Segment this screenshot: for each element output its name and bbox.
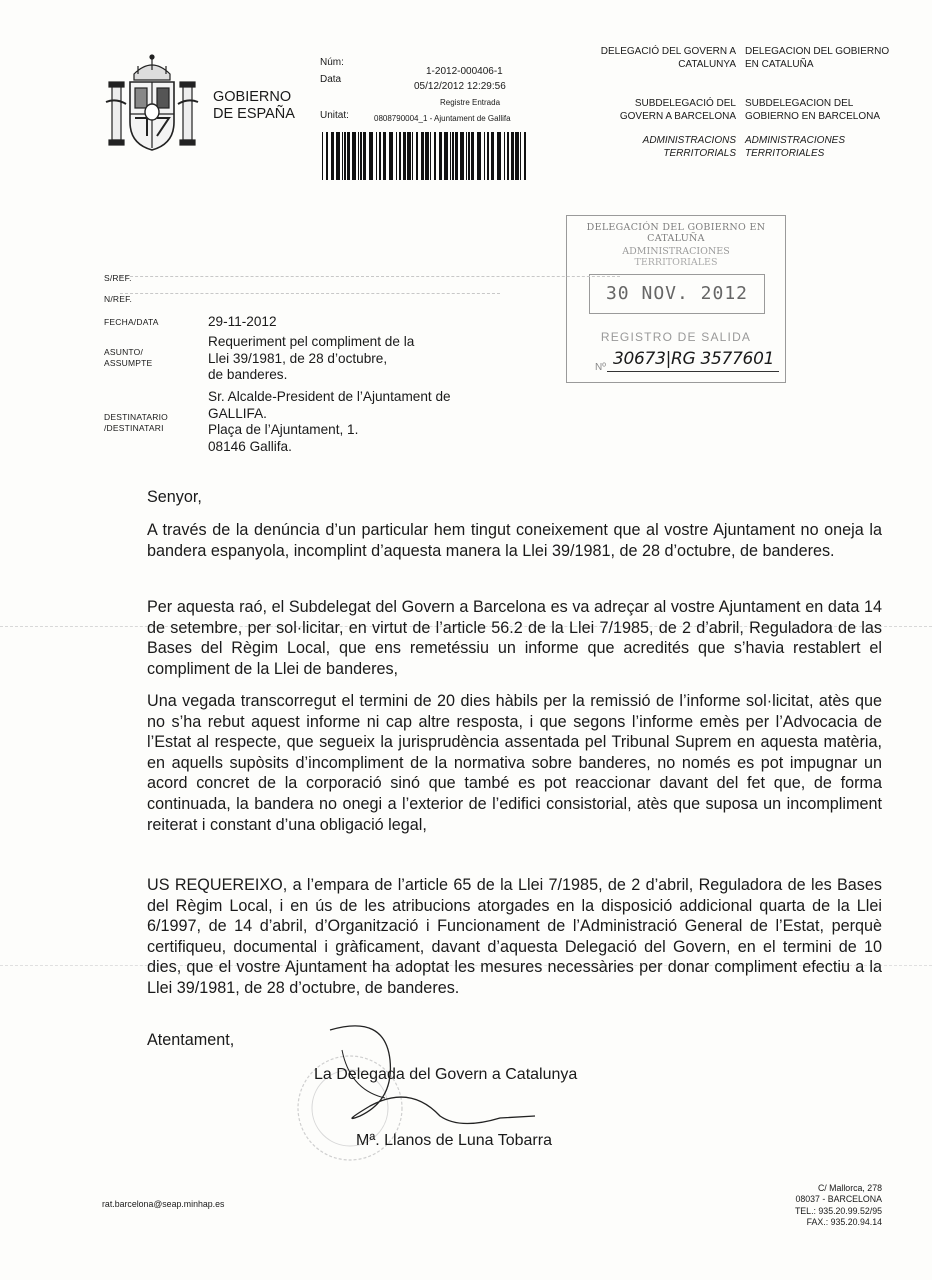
footer-address-line2: 08037 - BARCELONA [795, 1194, 882, 1205]
footer-address-line4: FAX.: 935.20.94.14 [806, 1217, 882, 1228]
asunto-line2: Llei 39/1981, de 28 d’octubre, [208, 350, 388, 366]
asunto-label-line1: ASUNTO/ [104, 347, 144, 357]
barcode [320, 132, 530, 180]
barcode-bar [379, 132, 381, 180]
office-es-3 [745, 135, 925, 160]
dest-label-line1: DESTINATARIO [104, 412, 168, 422]
barcode-bar [363, 132, 366, 180]
outgoing-registry-stamp [566, 215, 786, 383]
office-es-3-line1: ADMINISTRACIONES [745, 135, 846, 146]
destinatario-label [104, 412, 168, 434]
registry-num-label: Núm: [320, 57, 344, 68]
barcode-bar [331, 132, 334, 180]
barcode-bar [497, 132, 501, 180]
paragraph-4: US REQUEREIXO, a l’empara de l’article 65 de la Llei 7/1985, de 2 d’abril, Reguladora de les Bases del Règim Local, i en ús de les atribucions atorgades en la disposició addicional quarta de la Llei 6/1997, de 14 d’abril, d’Organització i Funcionament de l’Administració General de l’Estat, perquè certifiqueu, documental i gràficament, davant d’aquesta Delegació del Govern, en el termini de 10 dies, que el vostre Ajuntament ha adoptat les mesures necessàries per donar compliment efectiu a la Llei 39/1981, de 28 d’octubre, de banderes. [147, 876, 882, 997]
barcode-bar [466, 132, 467, 180]
barcode-bar [358, 132, 359, 180]
nref-label: N/REF. [104, 294, 133, 304]
barcode-bar [322, 132, 323, 180]
scan-line [120, 276, 620, 277]
scan-line [120, 293, 500, 294]
sref-label: S/REF. [104, 273, 132, 283]
barcode-bar [369, 132, 373, 180]
barcode-bar [450, 132, 451, 180]
barcode-bar [412, 132, 413, 180]
asunto-text [208, 334, 414, 384]
barcode-bar [460, 132, 464, 180]
dest-line4: 08146 Gallifa. [208, 438, 292, 454]
stamp-handwritten-number: 30673|RG 3577601 [613, 349, 775, 369]
office-cat-1-line2: CATALUNYA [678, 58, 736, 70]
stamp-date-box [589, 274, 765, 314]
asunto-line3: de banderes. [208, 367, 288, 383]
dest-line1: Sr. Alcalde-President de l’Ajuntament de [208, 389, 451, 404]
barcode-bar [430, 132, 431, 180]
barcode-bar [487, 132, 489, 180]
office-es-2-line1: SUBDELEGACION DEL [745, 98, 854, 109]
barcode-bar [524, 132, 526, 180]
barcode-bar [477, 132, 481, 180]
fecha-value: 29-11-2012 [208, 314, 277, 329]
barcode-bar [396, 132, 397, 180]
barcode-bar [389, 132, 393, 180]
barcode-bar [383, 132, 386, 180]
barcode-bar [352, 132, 356, 180]
office-es-1 [745, 46, 925, 71]
barcode-bar [452, 132, 454, 180]
asunto-label-line2: ASSUMPTE [104, 358, 153, 368]
office-cat-1-line1: DELEGACIÓ DEL GOVERN A [600, 46, 736, 57]
barcode-bar [444, 132, 448, 180]
stamp-line2: ADMINISTRACIONES [622, 246, 730, 257]
barcode-bar [399, 132, 401, 180]
dest-label-line2: /DESTINATARI [104, 423, 164, 433]
registry-unit-label: Unitat: [320, 110, 349, 121]
registry-entry-type: Registre Entrada [440, 98, 501, 107]
barcode-bar [504, 132, 505, 180]
barcode-bar [344, 132, 346, 180]
asunto-line1: Requeriment pel compliment de la [208, 334, 415, 349]
barcode-bar [455, 132, 458, 180]
barcode-bar [347, 132, 350, 180]
barcode-bar [507, 132, 509, 180]
office-cat-3-line1: ADMINISTRACIONS [642, 135, 736, 146]
barcode-bar [421, 132, 424, 180]
fecha-label: FECHA/DATA [104, 317, 159, 327]
barcode-bar [336, 132, 340, 180]
office-cat-2-line2: GOVERN A BARCELONA [619, 110, 736, 122]
barcode-bar [511, 132, 514, 180]
barcode-bar [434, 132, 436, 180]
footer-address-line3: TEL.: 935.20.99.52/95 [794, 1205, 882, 1216]
barcode-bar [407, 132, 411, 180]
stamp-registro: REGISTRO DE SALIDA [600, 330, 752, 344]
registry-num-value: 1-2012-000406-1 [426, 66, 503, 77]
barcode-bar [471, 132, 474, 180]
barcode-bar [376, 132, 377, 180]
paragraph-3: Una vegada transcorregut el termini de 20 dies hàbils per la remissió de l’informe sol·licitat, atès que no s’ha rebut aquest informe ni cap altre resposta, i que segons l’informe emès per l’Advocacia de l’Estat al respecte, que segueix la jurisprudència assentada pel Tribunal Suprem en aquesta matèria, en aquells supòsits d’incompliment de la normativa sobre banderes, no només es pot impugnar un acord concret de la corporació sinó que també es pot reaccionar davant del fet que, de forma continuada, la bandera no onegi a l’exterior de l’edifici consistorial, atès que suposa un incompliment reiterat i constant d’una obligació legal, [147, 692, 882, 834]
asunto-label [104, 347, 152, 369]
closing: Atentament, [147, 1031, 235, 1049]
office-es-1-line1: DELEGACION DEL GOBIERNO [745, 46, 890, 57]
footer-email: rat.barcelona@seap.minhap.es [102, 1199, 225, 1209]
registry-date-value: 05/12/2012 12:29:56 [414, 81, 506, 92]
office-cat-1 [560, 46, 736, 71]
office-cat-2 [560, 98, 736, 123]
barcode-bar [360, 132, 362, 180]
destinatario-address [208, 389, 451, 455]
dest-line2: GALLIFA. [208, 405, 267, 421]
barcode-bar [520, 132, 521, 180]
barcode-bar [326, 132, 328, 180]
barcode-bar [342, 132, 343, 180]
office-es-3-line2: TERRITORIALES [745, 147, 825, 159]
paragraph-2: Per aquesta raó, el Subdelegat del Govern a Barcelona es va adreçar al vostre Ajuntament en data 14 de setembre, per sol·licitar, en virtut de l’article 56.2 de la Llei 7/1985, de 2 d’abril, Reguladora de las Bases del Règim Local, que ens remetéssiu un informe que acredités que s’havia restablert el compliment de la Llei de banderes, [147, 598, 882, 678]
dest-line3: Plaça de l’Ajuntament, 1. [208, 422, 359, 438]
footer-address-line1: C/ Mallorca, 278 [817, 1183, 882, 1193]
salutation: Senyor, [147, 488, 202, 506]
office-es-2 [745, 98, 925, 123]
stamp-underline [607, 371, 779, 372]
barcode-bar [439, 132, 442, 180]
footer-address [720, 1183, 882, 1229]
coat-of-arms-logo [104, 52, 200, 156]
signature-name: Mª. Llanos de Luna Tobarra [356, 1132, 552, 1149]
barcode-bar [425, 132, 429, 180]
paragraph-1: A través de la denúncia d’un particular hem tingut coneixement que al vostre Ajuntament no oneja la bandera espanyola, incomplint d’aquesta manera la Llei 39/1981, de 28 d’octubre, de banderes. [147, 521, 882, 560]
gov-name-line1: GOBIERNO [213, 89, 292, 105]
registry-unit-value: 0808790004_1 - Ajuntament de Gallifa [374, 114, 511, 123]
barcode-bar [484, 132, 485, 180]
barcode-bar [468, 132, 470, 180]
stamp-line3: TERRITORIALES [634, 257, 718, 268]
office-cat-3-line2: TERRITORIALS [663, 147, 736, 159]
stamp-line1: DELEGACIÓN DEL GOBIERNO EN CATALUÑA [586, 222, 766, 244]
government-name [213, 89, 295, 123]
barcode-bar [491, 132, 494, 180]
barcode-bar [403, 132, 406, 180]
barcode-bar [515, 132, 519, 180]
office-cat-3 [560, 135, 736, 160]
stamp-date: 30 NOV. 2012 [605, 283, 749, 304]
barcode-bar [416, 132, 418, 180]
signature-title: La Delegada del Govern a Catalunya [314, 1066, 578, 1083]
office-es-2-line2: GOBIERNO EN BARCELONA [745, 110, 881, 122]
stamp-num-prefix: Nº [595, 362, 606, 373]
registry-date-label: Data [320, 74, 342, 85]
gov-name-line2: DE ESPAÑA [213, 106, 295, 122]
office-cat-2-line1: SUBDELEGACIÓ DEL [634, 98, 736, 109]
office-es-1-line2: EN CATALUÑA [745, 58, 814, 70]
